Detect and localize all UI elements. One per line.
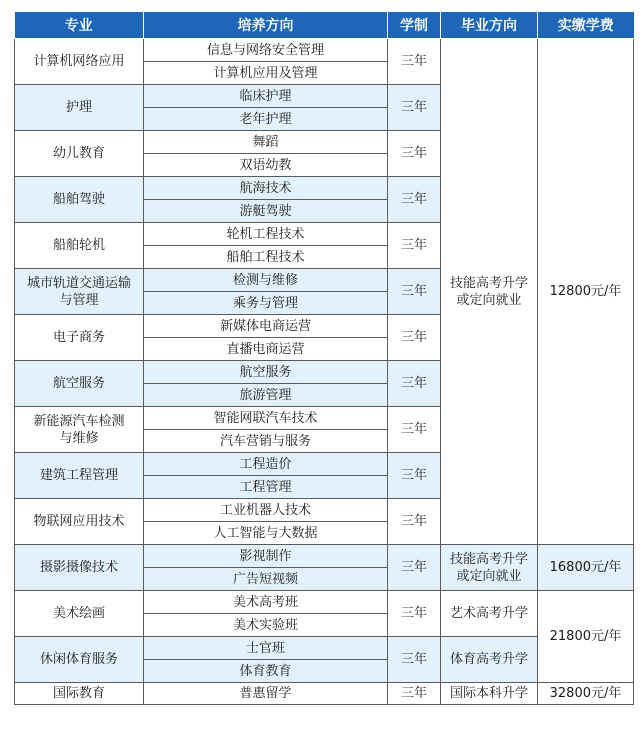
direction-cell: 计算机应用及管理 bbox=[144, 62, 388, 85]
direction-cell: 双语幼教 bbox=[144, 154, 388, 177]
table-row bbox=[15, 683, 634, 705]
header-duration: 学制 bbox=[388, 12, 441, 39]
direction-cell: 士官班 bbox=[144, 637, 388, 660]
direction-cell: 人工智能与大数据 bbox=[144, 522, 388, 545]
direction-cell: 信息与网络安全管理 bbox=[144, 39, 388, 62]
duration-cell: 三年 bbox=[388, 361, 441, 407]
direction-cell: 新媒体电商运营 bbox=[144, 315, 388, 338]
direction-cell: 影视制作 bbox=[144, 545, 388, 568]
major-cell: 物联网应用技术 bbox=[15, 499, 144, 545]
direction-cell: 直播电商运营 bbox=[144, 338, 388, 361]
direction-cell: 检测与维修 bbox=[144, 269, 388, 292]
direction-cell: 舞蹈 bbox=[144, 131, 388, 154]
major-cell: 新能源汽车检测 与维修 bbox=[15, 407, 144, 453]
major-cell: 幼儿教育 bbox=[15, 131, 144, 177]
tuition-table bbox=[14, 12, 634, 705]
header-row bbox=[15, 12, 634, 39]
duration-cell: 三年 bbox=[388, 591, 441, 637]
major-cell: 电子商务 bbox=[15, 315, 144, 361]
graduation-cell: 国际本科升学 bbox=[441, 683, 538, 705]
fee-cell: 16800元/年 bbox=[538, 545, 634, 591]
direction-cell: 临床护理 bbox=[144, 85, 388, 108]
major-cell: 城市轨道交通运输 与管理 bbox=[15, 269, 144, 315]
fee-cell: 12800元/年 bbox=[538, 39, 634, 545]
duration-cell: 三年 bbox=[388, 315, 441, 361]
direction-cell: 工程造价 bbox=[144, 453, 388, 476]
duration-cell: 三年 bbox=[388, 39, 441, 85]
major-cell: 美术绘画 bbox=[15, 591, 144, 637]
direction-cell: 游艇驾驶 bbox=[144, 200, 388, 223]
major-cell: 摄影摄像技术 bbox=[15, 545, 144, 591]
direction-cell: 体育教育 bbox=[144, 660, 388, 683]
direction-cell: 乘务与管理 bbox=[144, 292, 388, 315]
duration-cell: 三年 bbox=[388, 683, 441, 705]
header-major: 专业 bbox=[15, 12, 144, 39]
major-cell: 船舶驾驶 bbox=[15, 177, 144, 223]
duration-cell: 三年 bbox=[388, 545, 441, 591]
fee-cell: 21800元/年 bbox=[538, 591, 634, 683]
direction-cell: 轮机工程技术 bbox=[144, 223, 388, 246]
direction-cell: 美术高考班 bbox=[144, 591, 388, 614]
table-row bbox=[15, 545, 634, 568]
major-cell: 护理 bbox=[15, 85, 144, 131]
duration-cell: 三年 bbox=[388, 223, 441, 269]
header-direction: 培养方向 bbox=[144, 12, 388, 39]
graduation-cell: 技能高考升学 或定向就业 bbox=[441, 545, 538, 591]
table-row bbox=[15, 39, 634, 62]
major-cell: 航空服务 bbox=[15, 361, 144, 407]
major-cell: 国际教育 bbox=[15, 683, 144, 705]
duration-cell: 三年 bbox=[388, 637, 441, 683]
direction-cell: 航空服务 bbox=[144, 361, 388, 384]
table-body bbox=[15, 39, 634, 705]
duration-cell: 三年 bbox=[388, 177, 441, 223]
major-cell: 船舶轮机 bbox=[15, 223, 144, 269]
graduation-cell: 技能高考升学 或定向就业 bbox=[441, 39, 538, 545]
duration-cell: 三年 bbox=[388, 407, 441, 453]
fee-cell: 32800元/年 bbox=[538, 683, 634, 705]
direction-cell: 汽车营销与服务 bbox=[144, 430, 388, 453]
direction-cell: 老年护理 bbox=[144, 108, 388, 131]
direction-cell: 工业机器人技术 bbox=[144, 499, 388, 522]
duration-cell: 三年 bbox=[388, 131, 441, 177]
direction-cell: 广告短视频 bbox=[144, 568, 388, 591]
direction-cell: 普惠留学 bbox=[144, 683, 388, 705]
duration-cell: 三年 bbox=[388, 85, 441, 131]
major-cell: 计算机网络应用 bbox=[15, 39, 144, 85]
header-graduation: 毕业方向 bbox=[441, 12, 538, 39]
duration-cell: 三年 bbox=[388, 453, 441, 499]
direction-cell: 工程管理 bbox=[144, 476, 388, 499]
graduation-cell: 体育高考升学 bbox=[441, 637, 538, 683]
major-cell: 休闲体育服务 bbox=[15, 637, 144, 683]
direction-cell: 旅游管理 bbox=[144, 384, 388, 407]
graduation-cell: 艺术高考升学 bbox=[441, 591, 538, 637]
duration-cell: 三年 bbox=[388, 269, 441, 315]
header-fee: 实缴学费 bbox=[538, 12, 634, 39]
direction-cell: 智能网联汽车技术 bbox=[144, 407, 388, 430]
direction-cell: 航海技术 bbox=[144, 177, 388, 200]
direction-cell: 船舶工程技术 bbox=[144, 246, 388, 269]
major-cell: 建筑工程管理 bbox=[15, 453, 144, 499]
table-row bbox=[15, 591, 634, 614]
duration-cell: 三年 bbox=[388, 499, 441, 545]
direction-cell: 美术实验班 bbox=[144, 614, 388, 637]
